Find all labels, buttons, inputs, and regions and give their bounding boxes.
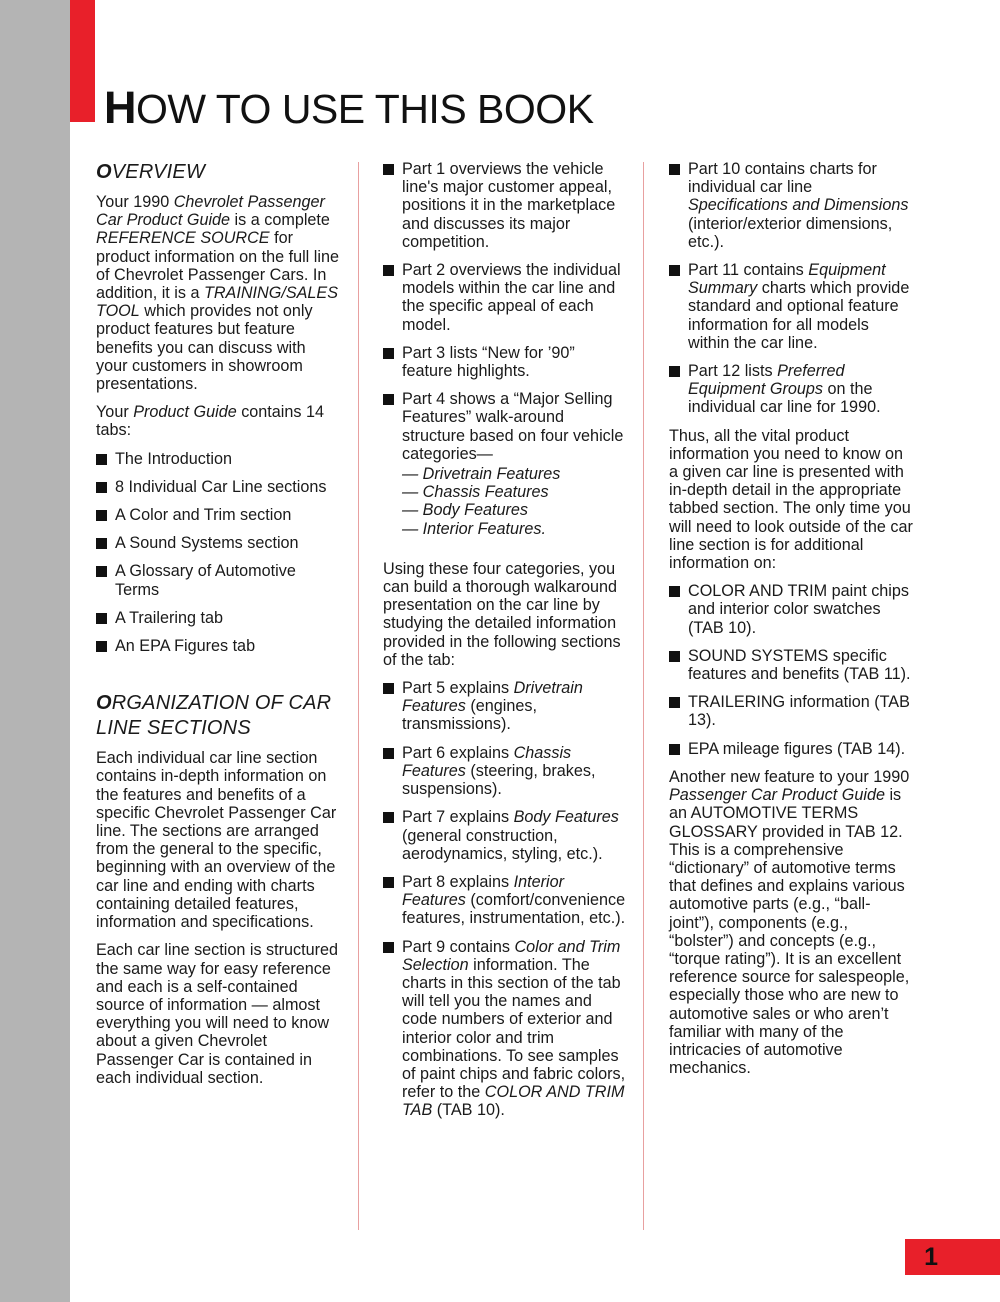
tab-list-item: An EPA Figures tab <box>96 637 341 655</box>
category-item: — Chassis Features <box>402 483 549 502</box>
column-3 <box>669 160 914 1087</box>
category-item: — Interior Features. <box>402 519 546 538</box>
part-10-item: Part 10 contains charts for individual car line Specifications and Dimensions (interior/exterior dimensions, etc.). <box>669 160 914 251</box>
part-8-item: Part 8 explains Interior Features (comfort/convenience features, instrumentation, etc.). <box>383 873 628 928</box>
tab-list-item: A Color and Trim section <box>96 506 341 524</box>
part-5-item: Part 5 explains Drivetrain Features (engines, transmissions). <box>383 679 628 734</box>
tab-list-item: A Trailering tab <box>96 609 341 627</box>
thus-paragraph: Thus, all the vital product information you need to know on a given car line is presented with in-depth detail in the appropriate tabbed section. The only time you will need to look outside of the car line section is for additional information on: <box>669 426 913 573</box>
additional-info-item: COLOR AND TRIM paint chips and interior color swatches (TAB 10). <box>669 582 914 637</box>
category-item: — Body Features <box>402 501 528 520</box>
tab-list-item: The Introduction <box>96 450 341 468</box>
part-4-item: Part 4 shows a “Major Selling Features” walk-around structure based on four vehicle categories— <box>383 390 628 463</box>
part-2-item: Part 2 overviews the individual models within the car line and the specific appeal of each model. <box>383 261 628 334</box>
tab-list-item: 8 Individual Car Line sections <box>96 478 341 496</box>
page-title <box>104 82 594 134</box>
left-gray-margin-bar <box>0 0 70 1302</box>
column-divider-1 <box>358 162 359 1230</box>
column-2 <box>383 160 628 1130</box>
part-12-item: Part 12 lists Preferred Equipment Groups on the individual car line for 1990. <box>669 362 914 417</box>
additional-info-item: EPA mileage figures (TAB 14). <box>669 740 914 758</box>
glossary-paragraph: Another new feature to your 1990 Passenger Car Product Guide is an AUTOMOTIVE TERMS GLOSSARY provided in TAB 12. This is a comprehensive “dictionary” of automotive terms that defines and explains various automotive parts (e.g., “ball-joint”), components (e.g., “bolster”) and concepts (e.g., “torque rating”). It is an excellent reference source for salespeople, especially those who are new to automotive sales or who aren’t familiar with many of the intricacies of automotive mechanics. <box>669 767 910 1078</box>
overview-heading: OVERVIEW <box>96 161 206 183</box>
organization-paragraph-2: Each car line section is structured the same way for easy reference and each is a self-contained source of information — almost everything you will need to know about a given Chevrolet Passenger Car is contained in each individual section. <box>96 941 339 1087</box>
red-header-tab <box>70 0 95 122</box>
additional-info-item: TRAILERING information (TAB 13). <box>669 693 914 729</box>
additional-info-item: SOUND SYSTEMS specific features and benefits (TAB 11). <box>669 647 914 683</box>
tab-list-item: A Sound Systems section <box>96 534 341 552</box>
overview-paragraph-1: Your 1990 Chevrolet Passenger Car Product Guide is a complete REFERENCE SOURCE for product information on the full line of Chevrolet Passenger Cars. In addition, it is a TRAINING/SALES TOOL which provides not only product features but feature benefits you can discuss with your customers in showroom presentations. <box>96 193 339 394</box>
column-1 <box>96 160 341 1097</box>
overview-paragraph-2: Your Product Guide contains 14 tabs: <box>96 403 324 440</box>
part-6-item: Part 6 explains Chassis Features (steering, brakes, suspensions). <box>383 744 628 799</box>
part-7-item: Part 7 explains Body Features (general construction, aerodynamics, styling, etc.). <box>383 808 628 863</box>
part-9-item: Part 9 contains Color and Trim Selection information. The charts in this section of the tab will tell you the names and code numbers of exterior and interior color and trim combinations. To see samples of paint chips and fabric colors, refer to the COLOR AND TRIM TAB (TAB 10). <box>383 938 628 1120</box>
column-divider-2 <box>643 162 644 1230</box>
part-3-item: Part 3 lists “New for ’90” feature highlights. <box>383 344 628 380</box>
category-item: — Drivetrain Features <box>402 465 561 484</box>
organization-heading: ORGANIZATION OF CAR LINE SECTIONS <box>96 692 332 740</box>
part-11-item: Part 11 contains Equipment Summary charts which provide standard and optional feature information for all models within the car line. <box>669 261 914 352</box>
page-number: 1 <box>905 1239 1000 1275</box>
using-categories-paragraph: Using these four categories, you can build a thorough walkaround presentation on the car line by studying the detailed information provided in the following sections of the tab: <box>383 559 621 669</box>
part-1-item: Part 1 overviews the vehicle line's major customer appeal, positions it in the marketplace and discusses its major competition. <box>383 160 628 251</box>
page-title-initial: H <box>104 82 136 133</box>
vehicle-categories-list <box>402 465 628 538</box>
page-title-rest: OW TO USE THIS BOOK <box>136 86 594 132</box>
organization-paragraph-1: Each individual car line section contains in-depth information on the features and benefits of a specific Chevrolet Passenger Car line. The sections are arranged from the general to the specific, beginning with an overview of the car line and ending with charts containing detailed features, information and specifications. <box>96 749 337 932</box>
tab-list-item: A Glossary of Automotive Terms <box>96 562 341 598</box>
